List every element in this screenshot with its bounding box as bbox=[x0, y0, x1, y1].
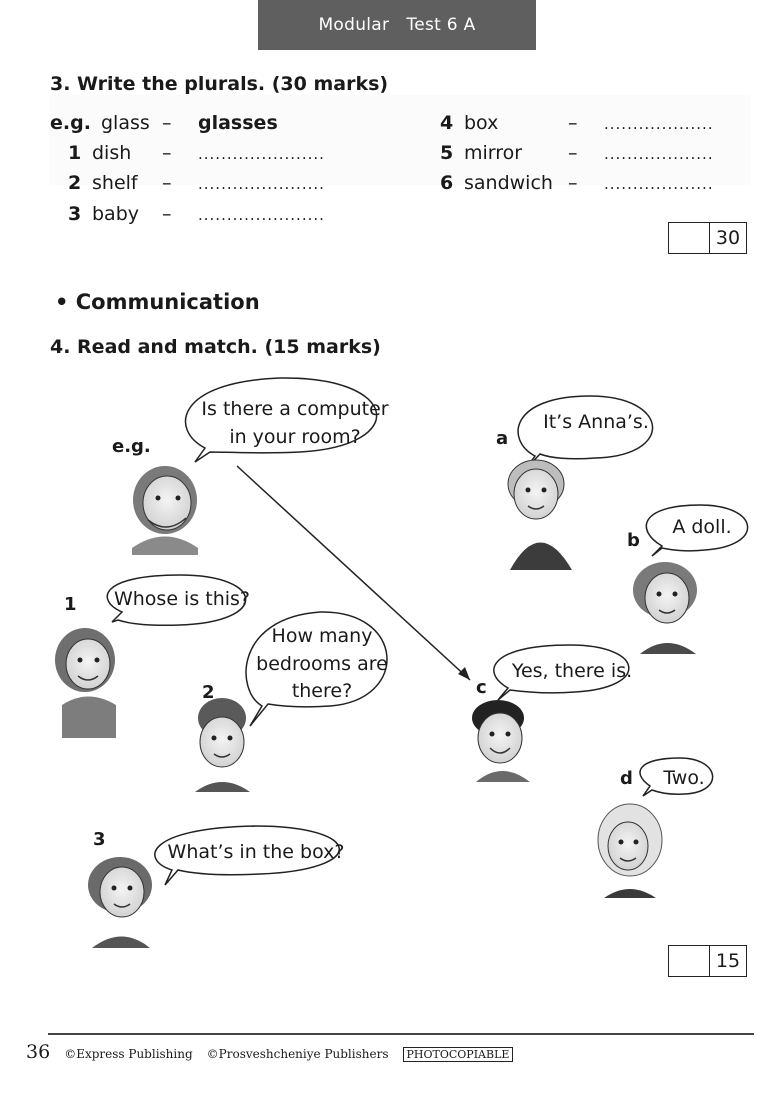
item-number: 2 bbox=[68, 172, 82, 194]
boy-c-illustration bbox=[472, 700, 530, 782]
item-word: dish bbox=[92, 142, 132, 164]
bubble-b-text: A doll. bbox=[672, 516, 732, 538]
answer-blank[interactable]: ................... bbox=[604, 145, 714, 163]
item-number: 3 bbox=[68, 203, 82, 225]
item-number: 6 bbox=[440, 172, 454, 194]
item-word: mirror bbox=[464, 142, 523, 164]
plural-item-3 bbox=[68, 203, 325, 225]
label-2: 2 bbox=[202, 682, 215, 703]
label-c: c bbox=[476, 677, 487, 698]
label-eg: e.g. bbox=[112, 436, 151, 457]
girl-3-illustration bbox=[88, 857, 152, 948]
example-row bbox=[50, 112, 278, 134]
communication-title: • Communication bbox=[55, 290, 260, 314]
bubble-2-line-2: bedrooms are bbox=[256, 653, 388, 675]
girl-d-illustration bbox=[598, 804, 662, 898]
score-entry-field[interactable] bbox=[669, 223, 710, 253]
bubble-c-text: Yes, there is. bbox=[511, 660, 633, 682]
example-prefix: e.g. bbox=[50, 112, 91, 134]
example-dash: – bbox=[162, 112, 172, 134]
footer-divider bbox=[48, 1033, 754, 1035]
speech-bubble-b bbox=[646, 505, 747, 556]
speech-bubble-3 bbox=[155, 826, 345, 885]
speech-bubble-a bbox=[518, 396, 652, 470]
bubble-2-line-1: How many bbox=[271, 625, 373, 647]
score-box-section-3 bbox=[668, 222, 747, 254]
plural-item-4 bbox=[440, 112, 714, 134]
answer-blank[interactable]: ...................... bbox=[198, 145, 325, 163]
item-dash: – bbox=[162, 172, 172, 194]
item-word: box bbox=[464, 112, 499, 134]
plural-item-2 bbox=[68, 172, 325, 194]
speech-bubble-c bbox=[494, 645, 632, 700]
boy-a-illustration bbox=[508, 460, 572, 570]
arrow-head-icon bbox=[458, 667, 470, 680]
answer-blank[interactable]: ...................... bbox=[198, 175, 325, 193]
example-word: glass bbox=[100, 112, 150, 134]
label-b: b bbox=[627, 530, 640, 551]
girl-b-illustration bbox=[633, 562, 697, 654]
score-box-section-4 bbox=[668, 945, 747, 977]
answer-blank[interactable]: ...................... bbox=[198, 206, 325, 224]
speech-bubble-eg bbox=[186, 378, 389, 462]
section-3-heading: 3. Write the plurals. (30 marks) bbox=[50, 73, 389, 95]
item-dash: – bbox=[162, 142, 172, 164]
girl-1-illustration bbox=[55, 628, 116, 738]
item-number: 1 bbox=[68, 142, 82, 164]
item-word: shelf bbox=[92, 172, 138, 194]
score-entry-field[interactable] bbox=[669, 946, 710, 976]
speech-bubble-1 bbox=[107, 575, 250, 625]
bubble-3-text: What’s in the box? bbox=[167, 841, 345, 863]
answer-blank[interactable]: ................... bbox=[604, 115, 714, 133]
item-number: 4 bbox=[440, 112, 454, 134]
bubble-eg-line-2: in your room? bbox=[229, 426, 361, 448]
bubble-1-text: Whose is this? bbox=[113, 588, 251, 610]
item-dash: – bbox=[568, 172, 578, 194]
label-d: d bbox=[620, 768, 633, 789]
background-ghost bbox=[50, 95, 750, 185]
item-number: 5 bbox=[440, 142, 454, 164]
plural-item-1 bbox=[68, 142, 325, 164]
max-score: 15 bbox=[715, 950, 741, 972]
item-dash: – bbox=[568, 142, 578, 164]
test-title-bar bbox=[258, 0, 536, 50]
plural-item-6 bbox=[440, 172, 714, 194]
answer-blank[interactable]: ................... bbox=[604, 175, 714, 193]
label-1: 1 bbox=[64, 594, 77, 615]
girl-eg-illustration bbox=[132, 466, 198, 555]
page-number: 36 bbox=[26, 1041, 51, 1063]
bubble-eg-line-1: Is there a computer bbox=[201, 398, 389, 420]
item-word: baby bbox=[92, 203, 140, 225]
footer bbox=[26, 1041, 513, 1063]
bubble-d-text: Two. bbox=[663, 767, 705, 789]
label-3: 3 bbox=[93, 829, 106, 850]
item-dash: – bbox=[568, 112, 578, 134]
test-title: Modular Test 6 A bbox=[318, 15, 476, 35]
boy-2-illustration bbox=[195, 698, 250, 792]
max-score: 30 bbox=[715, 227, 741, 249]
publisher-credit-1: ©Express Publishing bbox=[64, 1047, 193, 1061]
publisher-credit-2: ©Prosveshcheniye Publishers bbox=[206, 1047, 389, 1061]
speech-bubble-d bbox=[640, 758, 713, 796]
item-word: sandwich bbox=[464, 172, 553, 194]
photocopiable-stamp: PHOTOCOPIABLE bbox=[403, 1047, 514, 1062]
plural-item-5 bbox=[440, 142, 714, 164]
section-4-heading: 4. Read and match. (15 marks) bbox=[50, 336, 381, 358]
bubble-2-line-3: there? bbox=[291, 680, 353, 702]
example-answer: glasses bbox=[198, 112, 278, 134]
label-a: a bbox=[496, 428, 509, 449]
item-dash: – bbox=[162, 203, 172, 225]
bubble-a-text: It’s Anna’s. bbox=[543, 411, 649, 433]
speech-bubble-2 bbox=[246, 612, 388, 726]
